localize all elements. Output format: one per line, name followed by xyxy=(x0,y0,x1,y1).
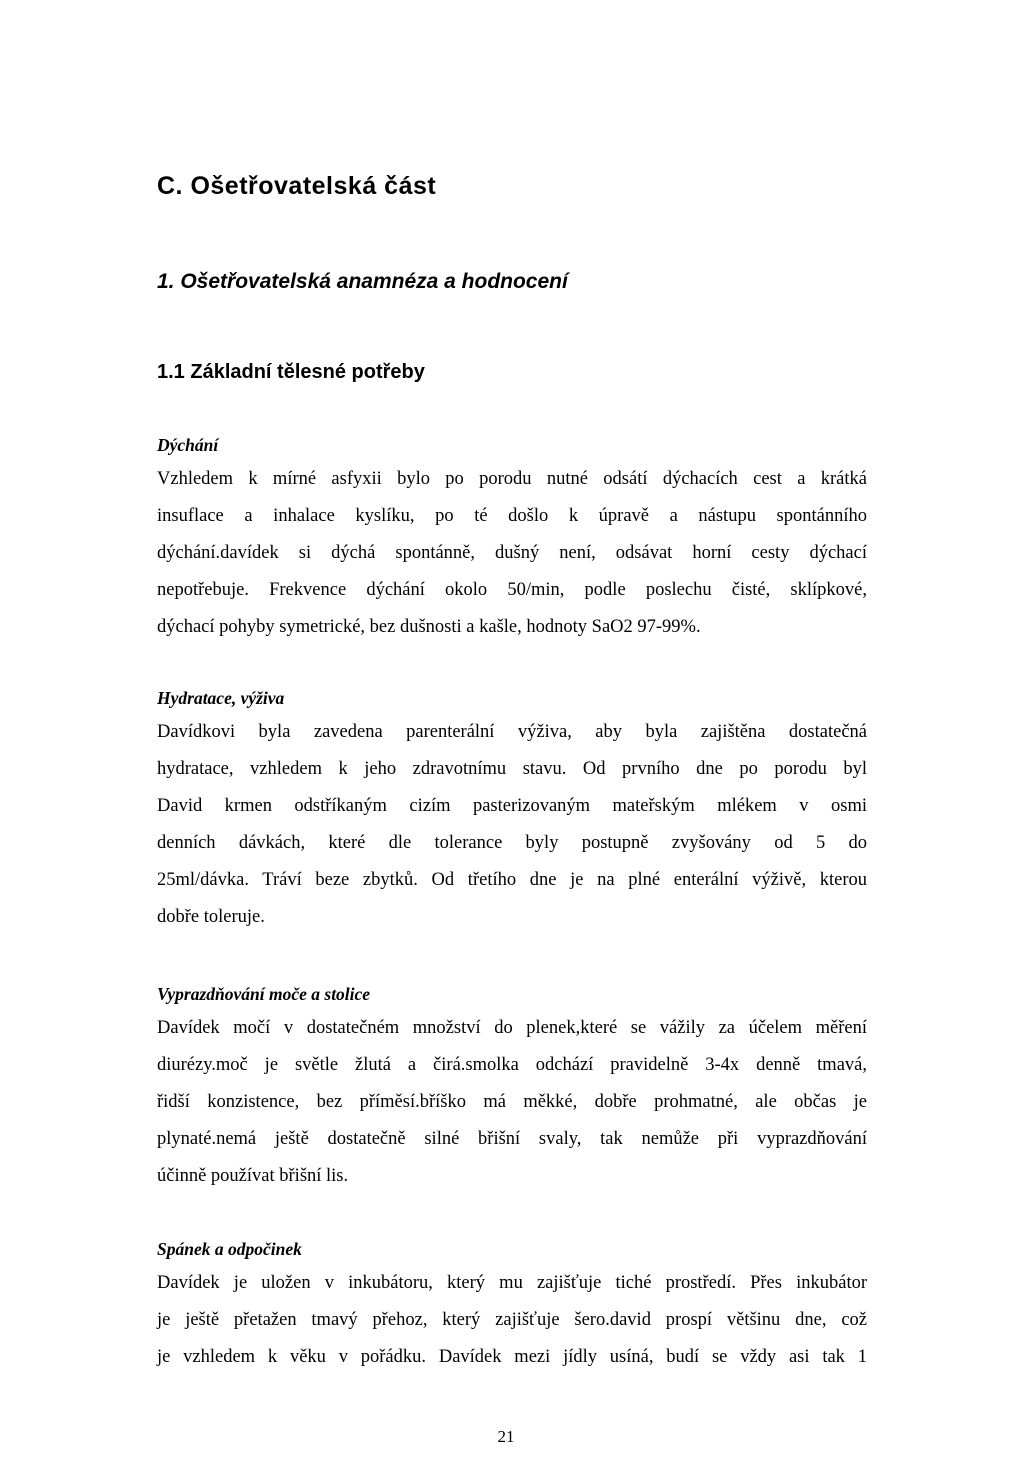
paragraph-line: denních dávkách, které dle tolerance byly postupně zvyšovány od 5 do xyxy=(157,833,867,853)
paragraph-line: insuflace a inhalace kyslíku, po té došlo k úpravě a nástupu spontánního xyxy=(157,506,867,526)
section-hydration xyxy=(157,682,867,936)
paragraph-line: plynaté.nemá ještě dostatečně silné břišní svaly, tak nemůže při vyprazdňování xyxy=(157,1129,867,1149)
paragraph-line: Davídek je uložen v inkubátoru, který mu zajišťuje tiché prostředí. Přes inkubátor xyxy=(157,1273,867,1293)
paragraph-line: Davídek močí v dostatečném množství do plenek,které se vážily za účelem měření xyxy=(157,1018,867,1038)
paragraph-line: je ještě přetažen tmavý přehoz, který zajišťuje šero.david prospí většinu dne, což xyxy=(157,1310,867,1330)
paragraph-line: diurézy.moč je světle žlutá a čirá.smolka odchází pravidelně 3-4x denně tmavá, xyxy=(157,1055,867,1075)
paragraph-line: David krmen odstříkaným cizím pasterizovaným mateřským mlékem v osmi xyxy=(157,796,867,816)
section-heading: C. Ošetřovatelská část xyxy=(157,172,437,200)
subheading: 1.1 Základní tělesné potřeby xyxy=(157,361,425,383)
section-title-hydration: Hydratace, výživa xyxy=(157,688,285,708)
section-breathing xyxy=(157,429,867,646)
section-title-breathing: Dýchání xyxy=(157,435,219,455)
paragraph-line: je vzhledem k věku v pořádku. Davídek mezi jídly usíná, budí se vždy asi tak 1 xyxy=(157,1347,867,1367)
paragraph-line: nepotřebuje. Frekvence dýchání okolo 50/min, podle poslechu čisté, sklípkové, xyxy=(157,580,867,600)
chapter-heading: 1. Ošetřovatelská anamnéza a hodnocení xyxy=(157,270,568,293)
section-sleep xyxy=(157,1233,867,1376)
section-title-elimination: Vyprazdňování moče a stolice xyxy=(157,984,371,1004)
paragraph-line: dobře toleruje. xyxy=(157,907,265,927)
paragraph-line: účinně používat břišní lis. xyxy=(157,1166,349,1186)
paragraph-line: hydratace, vzhledem k jeho zdravotnímu stavu. Od prvního dne po porodu byl xyxy=(157,759,867,779)
section-title-sleep: Spánek a odpočinek xyxy=(157,1239,302,1259)
section-elimination xyxy=(157,978,867,1195)
page-number: 21 xyxy=(497,1427,515,1446)
paragraph-line: dýchání.davídek si dýchá spontánně, dušný není, odsávat horní cesty dýchací xyxy=(157,543,867,563)
paragraph-line: Vzhledem k mírné asfyxii bylo po porodu nutné odsátí dýchacích cest a krátká xyxy=(157,469,867,489)
paragraph-line: dýchací pohyby symetrické, bez dušnosti a kašle, hodnoty SaO2 97-99%. xyxy=(157,617,701,637)
paragraph-line: Davídkovi byla zavedena parenterální výživa, aby byla zajištěna dostatečná xyxy=(157,722,867,742)
paragraph-line: 25ml/dávka. Tráví beze zbytků. Od třetího dne je na plné enterální výživě, kterou xyxy=(157,870,867,890)
paragraph-line: řidší konzistence, bez příměsí.bříško má měkké, dobře prohmatné, ale občas je xyxy=(157,1092,867,1112)
